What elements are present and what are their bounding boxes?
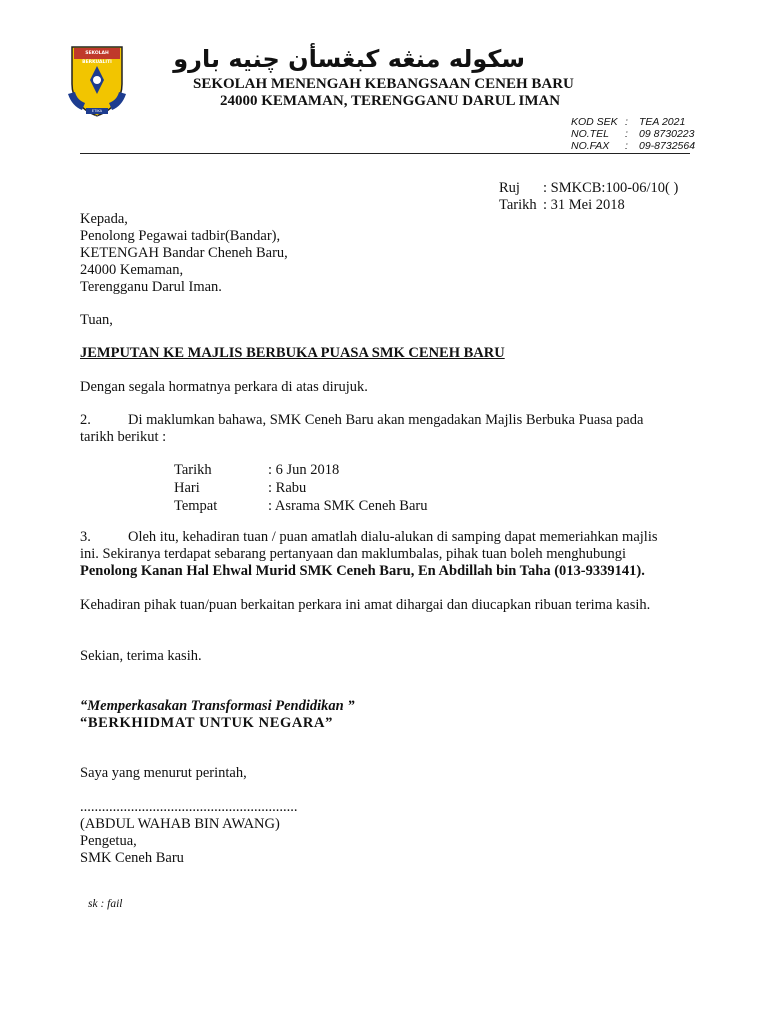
paragraph-2 xyxy=(80,412,643,446)
paragraph-text: Di maklumkan bahawa, SMK Ceneh Baru akan mengadakan Majlis Berbuka Puasa pada xyxy=(128,412,644,428)
contact-value: 09 8730223 xyxy=(639,128,695,140)
signer-name: (ABDUL WAHAB BIN AWANG) xyxy=(80,816,280,832)
detail-row xyxy=(174,462,427,480)
motto-service: “BERKHIDMAT UNTUK NEGARA” xyxy=(80,715,333,731)
date-value: : 31 Mei 2018 xyxy=(543,197,625,213)
school-address: 24000 KEMAMAN, TERENGGANU DARUL IMAN xyxy=(220,93,561,109)
reference-block xyxy=(499,180,678,214)
contact-row: NO.TEL : 09 8730223 xyxy=(571,128,695,140)
contact-value: 09-8732564 xyxy=(639,140,696,152)
recipient-line: Kepada, xyxy=(80,211,128,227)
crest-motto-text: ETIKA SEMANGAT xyxy=(87,109,107,119)
contact-person-text: Penolong Kanan Hal Ehwal Murid SMK Ceneh Baru, En Abdillah bin Taha (013-9339141). xyxy=(80,563,645,579)
date-label: Tarikh xyxy=(499,197,537,213)
recipient-line: Terengganu Darul Iman. xyxy=(80,279,222,295)
recipient-line: 24000 Kemaman, xyxy=(80,262,184,278)
motto-transformation: “Memperkasakan Transformasi Pendidikan ” xyxy=(80,698,355,714)
signer-organization: SMK Ceneh Baru xyxy=(80,850,184,866)
recipient-address xyxy=(80,211,288,296)
header-divider xyxy=(80,153,690,154)
recipient-line: Penolong Pegawai tadbir(Bandar), xyxy=(80,228,281,244)
contact-value: TEA 2021 xyxy=(639,116,686,128)
detail-value: : Rabu xyxy=(268,480,307,496)
ref-value: : SMKCB:100-06/10( ) xyxy=(543,180,679,196)
detail-label: Hari xyxy=(174,480,200,496)
school-name: SEKOLAH MENENGAH KEBANGSAAN CENEH BARU xyxy=(193,76,574,92)
contact-row: KOD SEK : TEA 2021 xyxy=(571,116,686,128)
subject-heading: JEMPUTAN KE MAJLIS BERBUKA PUASA SMK CENEH BARU xyxy=(80,345,505,361)
detail-row xyxy=(174,480,427,498)
salutation: Tuan, xyxy=(80,312,113,328)
paragraph-1: Dengan segala hormatnya perkara di atas dirujuk. xyxy=(80,379,368,395)
contact-label: KOD SEK xyxy=(571,116,618,128)
event-details xyxy=(174,462,427,516)
recipient-line: KETENGAH Bandar Cheneh Baru, xyxy=(80,245,288,261)
detail-value: : 6 Jun 2018 xyxy=(268,462,340,478)
signer-title: Pengetua, xyxy=(80,833,137,849)
contact-row: NO.FAX : 09-8732564 xyxy=(571,140,696,152)
footer-note: sk : fail xyxy=(88,898,123,910)
paragraph-text: ini. Sekiranya terdapat sebarang pertanyaan dan maklumbalas, pihak tuan boleh menghubungi xyxy=(80,546,626,562)
paragraph-text: Oleh itu, kehadiran tuan / puan amatlah dialu-alukan di samping dapat memeriahkan majlis xyxy=(128,529,658,545)
signature-intro: Saya yang menurut perintah, xyxy=(80,765,247,781)
detail-label: Tarikh xyxy=(174,462,212,478)
signature-block xyxy=(80,799,298,867)
paragraph-4: Kehadiran pihak tuan/puan berkaitan perkara ini amat dihargai dan diucapkan ribuan terima kasih. xyxy=(80,597,651,613)
paragraph-number: 3. xyxy=(80,529,91,545)
signature-line: ............................................................ xyxy=(80,799,298,815)
paragraph-text: tarikh berikut : xyxy=(80,429,167,445)
detail-value: : Asrama SMK Ceneh Baru xyxy=(268,498,428,514)
contact-label: NO.FAX xyxy=(571,140,610,152)
contact-label: NO.TEL xyxy=(571,128,609,140)
paragraph-number: 2. xyxy=(80,412,91,428)
detail-row xyxy=(174,498,427,516)
jawi-school-name: سکوله منڠه کبڠسأن چنيه بارو xyxy=(173,45,525,73)
closing-remark: Sekian, terima kasih. xyxy=(80,648,202,664)
school-crest-logo xyxy=(66,44,128,120)
paragraph-3 xyxy=(80,529,658,580)
ref-label: Ruj xyxy=(499,180,520,196)
detail-label: Tempat xyxy=(174,498,218,514)
contact-block xyxy=(571,116,695,152)
crest-banner-text: SEKOLAH BERKUALITI xyxy=(82,51,112,65)
